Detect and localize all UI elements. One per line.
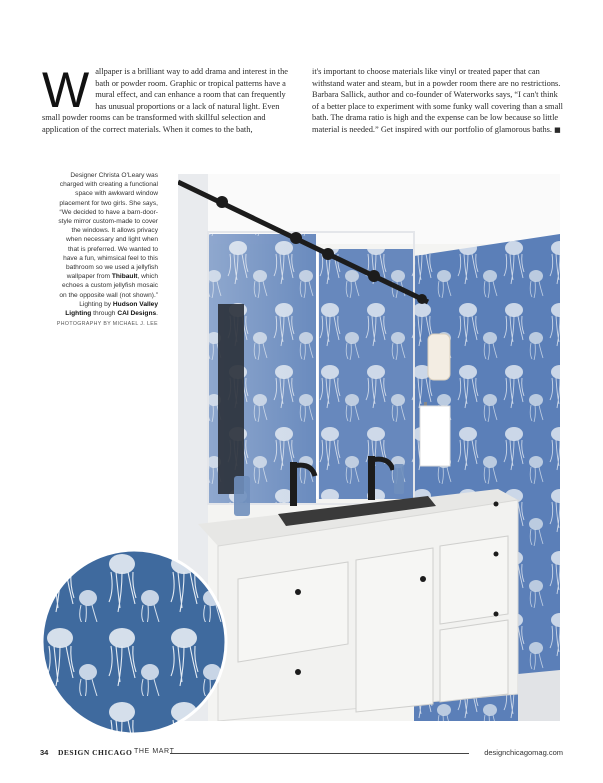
page-number: 34 — [40, 748, 49, 757]
bathroom-photo — [178, 174, 560, 721]
intro-column-left — [42, 62, 294, 136]
caption-text-1: Designer Christa O’Leary was charged with creating a functional space with awkward window placement for two girls. She says, “We decided to have a barn-door-style mirror custom-made to cover the windows. It allows privacy when necessary and light when that is preferred. We wanted to have a fun, whimsical feel to this bathroom so we used a jellyfish wallpaper from — [58, 172, 158, 281]
caption-text-4: . — [156, 310, 158, 318]
intro-left-text: allpaper is a brilliant way to add drama and interest in the bath or powder room. Graphic or tropical patterns have a mural effect, and can enhance a room that can frequently has unusual proportions or a lack of natural light. Even small powder rooms can be transformed with skillful selection and application of the correct materials. When it comes to the bath, — [42, 67, 288, 134]
website-url: designchicagomag.com — [484, 748, 563, 757]
footer-rule — [170, 753, 469, 754]
page-footer — [40, 748, 563, 762]
intro-column-right — [312, 66, 564, 137]
caption-brand-cai: CAI Designs — [117, 310, 157, 318]
caption-brand-thibault: Thibault — [111, 273, 138, 281]
photo-credit: PHOTOGRAPHY BY MICHAEL J. LEE — [56, 321, 158, 328]
section-name: THE MART — [134, 748, 175, 755]
end-mark: ■ — [554, 125, 561, 134]
caption-text-2: , which echoes a custom jellyfish mosaic on the opposite wall (not shown).” Lighting by — [59, 273, 158, 308]
drop-cap: W — [42, 62, 90, 118]
caption-text-3: through — [91, 310, 118, 318]
caption-brand-hudson: Hudson Valley Lighting — [65, 300, 158, 318]
photo-caption — [54, 171, 158, 329]
magazine-name: DESIGN CHICAGO — [58, 748, 133, 757]
intro-right-text: it's important to choose materials like vinyl or treated paper that can withstand water and steam, but in a powder room there are no restrictions. Barbara Sallick, author and co-founder of Waterworks says, “I can't think of a better place to experiment with some funky wall covering than a small bath. The drama ratio is high and the expense can be low because so little material is needed.” Get inspired with our portfolio of glamorous baths. — [312, 67, 563, 134]
wallpaper-swatch — [40, 548, 228, 736]
